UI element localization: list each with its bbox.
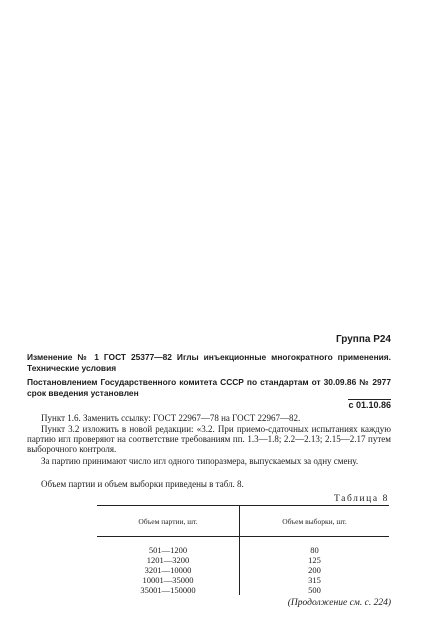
table-row xyxy=(97,585,389,595)
lot-size-cell: 3201—10000 xyxy=(97,565,240,575)
paragraph-3: За партию принимают число игл одного типоразмера, выпускаемых за одну смену. xyxy=(41,456,359,466)
sample-size-cell: 200 xyxy=(308,565,321,575)
decree-heading: Постановлением Государственного комитета СССР по стандартам от 30.09.86 № 2977 срок введения установлен xyxy=(27,377,391,398)
sample-size-cell: 80 xyxy=(310,545,319,555)
header-lot-size: Объем партии, шт. xyxy=(97,506,240,537)
lot-size-cell: 10001—35000 xyxy=(97,575,240,585)
effective-date: с 01.10.86 xyxy=(348,400,391,410)
table-header-row xyxy=(97,506,389,537)
table-row xyxy=(97,575,389,585)
lot-size-cell: 501—1200 xyxy=(97,537,240,556)
sample-size-cell: 315 xyxy=(308,575,321,585)
group-code: Группа Р24 xyxy=(335,334,391,345)
sample-size-cell: 500 xyxy=(308,585,321,595)
table-row xyxy=(97,555,389,565)
header-sample-size: Объем выборки, шт. xyxy=(240,506,390,537)
continuation-note: (Продолжение см. с. 224) xyxy=(287,598,391,608)
table-caption: Таблица 8 xyxy=(333,494,389,504)
sample-size-cell: 125 xyxy=(308,555,321,565)
paragraph-4: Объем партии и объем выборки приведены в табл. 8. xyxy=(41,479,244,489)
sample-size-table xyxy=(97,505,389,595)
paragraph-2: Пункт 3.2 изложить в новой редакции: «3.2. При приемо-сдаточных испытаниях каждую партию игл проверяют на соответствие требованиям пп. 1.3—1.8; 2.2—2.13; 2.15—2.17 путем выборочного контроля. xyxy=(27,424,391,454)
table-row xyxy=(97,537,389,556)
change-heading: Изменение № 1 ГОСТ 25377—82 Иглы инъекционные многократного применения. Технические условия xyxy=(27,352,391,373)
lot-size-cell: 1201—3200 xyxy=(97,555,240,565)
table-row xyxy=(97,565,389,575)
lot-size-cell: 35001—150000 xyxy=(97,585,240,595)
paragraph-1: Пункт 1.6. Заменить ссылку: ГОСТ 22967—78 на ГОСТ 22967—82. xyxy=(41,413,301,423)
